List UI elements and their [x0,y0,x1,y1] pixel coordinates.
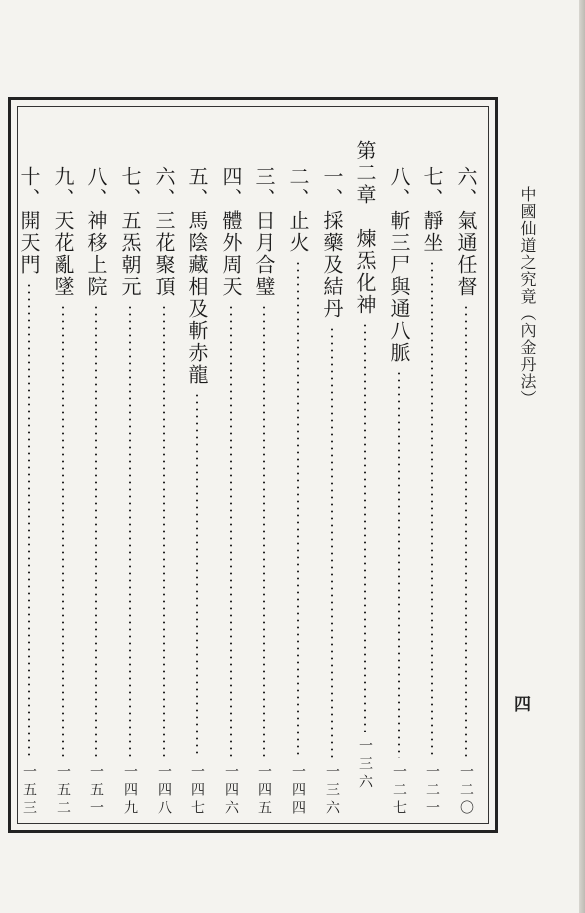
toc-entry-title: 七、靜坐 [420,166,444,254]
toc-leader-dots [230,304,232,758]
toc-entry-title: 十、開天門 [17,166,41,276]
toc-entry-title: 二、止火 [286,166,310,254]
toc-entry-page: 一四六 [223,764,239,818]
toc-entry-page: 一二〇 [458,764,474,818]
running-title: 中國仙道之究竟（內金丹法） [518,186,537,407]
toc-entry-page: 一四五 [256,764,272,818]
page-edge [579,0,585,913]
toc-entry-page: 一二一 [424,764,440,818]
toc-leader-dots [263,304,265,758]
toc-entry-page: 一三六 [324,764,340,818]
toc-entry [217,166,245,826]
toc-entry-title: 四、體外周天 [219,166,243,298]
toc-entry [15,166,43,826]
toc-entry-page: 一四四 [290,764,306,818]
toc-leader-dots [129,304,131,758]
toc-leader-dots [331,326,333,758]
toc-entry-title: 八、斬三尸與通八脈 [387,166,411,364]
toc-entry [284,166,312,826]
toc-entry-page: 一三六 [357,738,373,792]
toc-entry-page: 一四九 [122,764,138,818]
toc-entry-title: 六、三花聚頂 [152,166,176,298]
toc-entry-page: 一五二 [55,764,71,818]
toc-entry [418,166,446,826]
toc-entry [385,166,413,826]
toc-leader-dots [431,260,433,758]
toc-entry-title: 一、採藥及結丹 [320,166,344,320]
toc-entry [250,166,278,826]
toc-leader-dots [28,282,30,758]
page-number: 四 [514,695,531,715]
toc-entry-title: 七、五炁朝元 [118,166,142,298]
toc-entry-page: 一四七 [189,764,205,818]
toc-entry-page: 一五三 [21,764,37,818]
toc-entry [116,166,144,826]
toc-entry [452,166,480,826]
toc-entry-title: 九、天花亂墜 [51,166,75,298]
toc-entry-title: 八、神移上院 [84,166,108,298]
toc-entry-title: 三、日月合璧 [252,166,276,298]
toc-entry-page: 一五一 [88,764,104,818]
toc-entry [318,166,346,826]
toc-entry-page: 一四八 [156,764,172,818]
toc-entry-title: 第二章 煉炁化神 [353,140,377,316]
toc-entry [49,166,77,826]
toc-leader-dots [465,304,467,758]
toc-leader-dots [196,392,198,758]
toc-leader-dots [297,260,299,758]
toc-entry [183,166,211,826]
toc-chapter-heading [351,140,379,800]
toc-leader-dots [95,304,97,758]
toc-leader-dots [163,304,165,758]
toc-entry [150,166,178,826]
toc-entry [82,166,110,826]
toc-leader-dots [364,322,366,732]
toc-leader-dots [398,370,400,758]
toc-leader-dots [62,304,64,758]
toc-entry-title: 五、馬陰藏相及斬赤龍 [185,166,209,386]
toc-entry-title: 六、氣通任督 [454,166,478,298]
toc-entry-page: 一二七 [391,764,407,818]
